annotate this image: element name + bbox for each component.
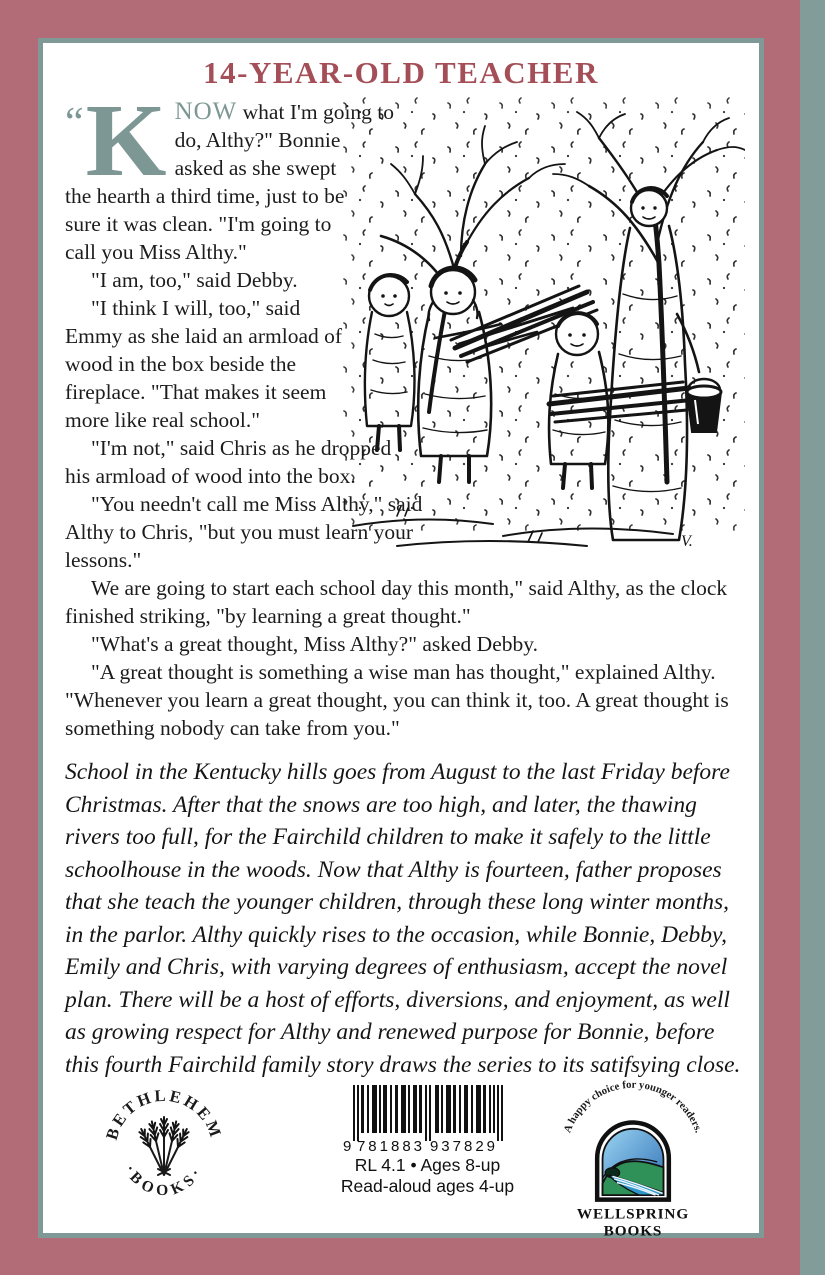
back-cover-blurb: School in the Kentucky hills goes from August to the last Friday before Christmas. After that the snows are too high, and later, the thawing rivers too full, for the Fairchild children to make it safely to the little schoolhouse in the woods. Now that Althy is fourteen, father proposes that she teach the younger children, through these long winter months, in the parlor. Althy quickly rises to the occasion, while Bonnie, Debby, Emily and Chris, with varying degrees of enthusiasm, accept the novel plan. There will be a host of efforts, diversions, and enjoyment, as well as growing respect for Althy and renewed purpose for Bonnie, before this fourth Fairchild family story draws the series to its satifsying close. [65, 759, 741, 1078]
wheat-sheaf-icon [138, 1117, 191, 1175]
artist-signature: V. [681, 533, 693, 550]
barcode-digit-system: 9 [342, 1138, 351, 1155]
wellspring-tagline-arc: A happy choice for younger readers. [561, 1078, 705, 1135]
reading-level-line: RL 4.1 • Ages 8-up [354, 1155, 501, 1175]
wellspring-emblem [597, 1123, 669, 1200]
excerpt-paragraph: We are going to start each school day this month," said Althy, as the clock finished striking, "by learning a great thought." [65, 576, 728, 628]
barcode [343, 1083, 513, 1155]
dropcap-letter: K [85, 83, 167, 198]
excerpt-paragraph: "I'm not," said Chris as he dropped his armload of wood into the box. [65, 436, 392, 488]
excerpt-text-block [43, 83, 759, 1081]
excerpt-opening-text: what I'm going to do, Althy?" Bonnie asked as she swept the hearth a third time, just to be sure it was clean. "I'm going to call you Miss Althy." [65, 100, 395, 264]
bucket [687, 379, 721, 432]
excerpt-paragraph: "You needn't call me Miss Althy," said Althy to Chris, "but you must learn your lessons." [65, 492, 423, 572]
page-title: 14-YEAR-OLD TEACHER [203, 55, 599, 90]
bethlehem-books-logo [98, 1079, 230, 1211]
wellspring-name-line1: WELLSPRING [576, 1205, 690, 1223]
cover-footer [43, 1065, 759, 1239]
bethlehem-arc-top-text: BETHLEHEM [101, 1085, 227, 1143]
bethlehem-arc-bottom-text: ·BOOKS· [121, 1162, 207, 1200]
cover-panel [38, 38, 764, 1238]
read-aloud-line: Read-aloud ages 4-up [340, 1176, 515, 1196]
dropcap-quote-mark: “ [65, 100, 84, 146]
dropcap-smallcaps: NOW [174, 98, 238, 125]
spine-band [800, 0, 825, 1275]
barcode-digits-left: 781883 [356, 1138, 425, 1155]
barcode-block [315, 1083, 540, 1197]
wellspring-name-line2: BOOKS [603, 1222, 663, 1239]
excerpt-paragraph: "I think I will, too," said Emmy as she laid an armload of wood in the box beside the fireplace. "That makes it seem more like real school." [65, 296, 343, 432]
wellspring-books-logo [548, 1067, 718, 1239]
barcode-digits-right: 937829 [429, 1138, 498, 1155]
excerpt-paragraph: "I am, too," said Debby. [91, 268, 298, 292]
excerpt-paragraph: "What's a great thought, Miss Althy?" asked Debby. [91, 632, 538, 656]
excerpt-paragraph: "A great thought is something a wise man has thought," explained Althy. "Whenever you learn a great thought, you can think it, too. A great thought is something nobody can take from you." [65, 660, 729, 740]
